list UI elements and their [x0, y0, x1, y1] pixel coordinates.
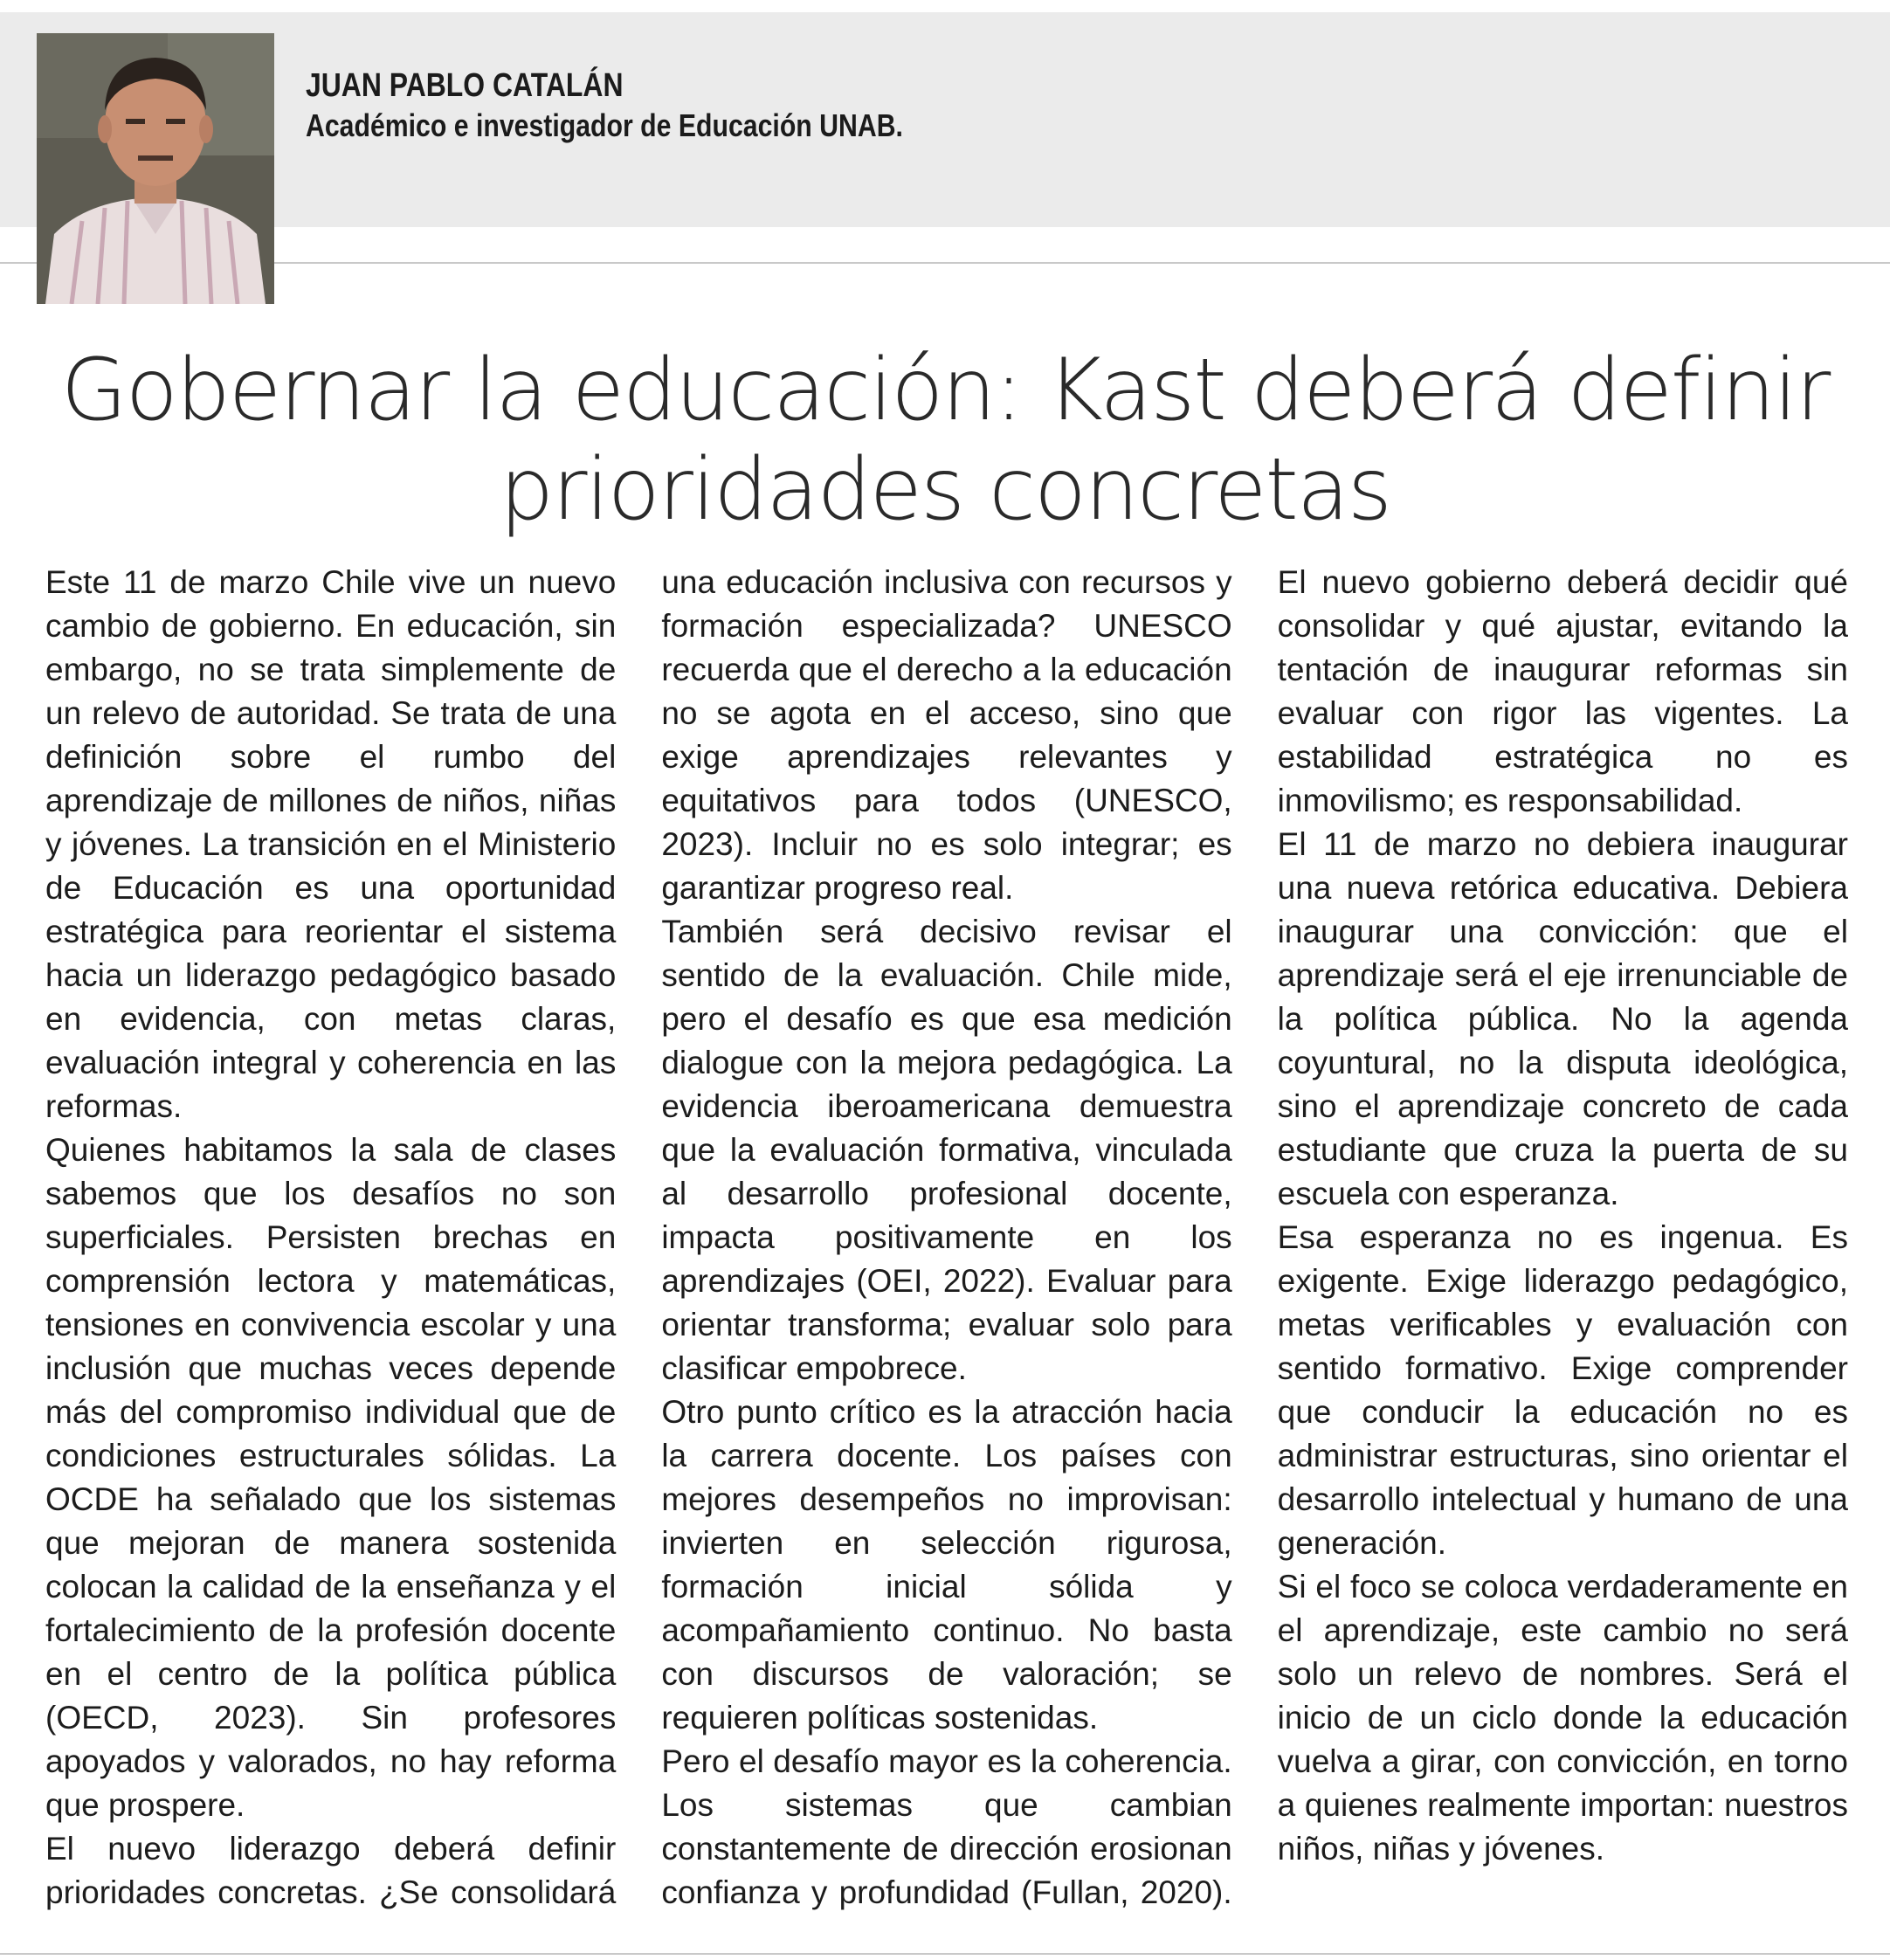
headline-line-1: Gobernar la educación: Kast deberá definir: [60, 341, 1830, 440]
article-paragraph: Esa esperanza no es ingenua. Es exigente. Exige liderazgo pedagógico, metas verificables y evaluación con sentido formativo. Exige comprender que conducir la educación no es administrar estructuras, sino orientar el desarrollo intelectual y humano de una generación.: [1277, 1219, 1848, 1561]
author-header-band: [0, 12, 1890, 227]
article-headline: [52, 341, 1838, 540]
header-divider: [0, 262, 1890, 264]
article-paragraph: Si el foco se coloca verdaderamente en el aprendizaje, este cambio no será solo un relevo de nombres. Será el inicio de un ciclo donde la educación vuelva a girar, con convicción, en torno a quienes realmente importan: nuestros niños, niñas y jóvenes.: [1277, 1569, 1848, 1867]
author-name: JUAN PABLO CATALÁN: [306, 67, 624, 104]
article-paragraph: Pero el desafío mayor es la coherencia. Los sistemas que cambian constantemente de dirección erosionan confianza y profundidad (Fullan, 2020). El nuevo gobierno deberá decidir qué consolidar y qué ajustar, evitando la tentación de inaugurar reformas sin evaluar con rigor las vigentes. La estabilidad estratégica no es inmovilismo; es responsabilidad.: [661, 564, 1848, 1910]
article-paragraph: El nuevo liderazgo deberá definir prioridades concretas. ¿Se consolidará una educación inclusiva con recursos y formación especializada? UNESCO recuerda que el derecho a la educación no se agota en el acceso, sino que exige aprendizajes relevantes y equitativos para todos (UNESCO, 2023). Incluir no es solo integrar; es garantizar progreso real.: [45, 564, 1232, 1910]
article-paragraph: El 11 de marzo no debiera inaugurar una nueva retórica educativa. Debiera inaugurar una convicción: que el aprendizaje será el eje irrenunciable de la política pública. No la agenda coyuntural, no la disputa ideológica, sino el aprendizaje concreto de cada estudiante que cruza la puerta de su escuela con esperanza.: [1277, 826, 1848, 1211]
article-paragraph: También será decisivo revisar el sentido de la evaluación. Chile mide, pero el desafío es que esa medición dialogue con la mejora pedagógica. La evidencia iberoamericana demuestra que la evaluación formativa, vinculada al desarrollo profesional docente, impacta positivamente en los aprendizajes (OEI, 2022). Evaluar para orientar transforma; evaluar solo para clasificar empobrece.: [661, 914, 1232, 1386]
article-paragraph: Quienes habitamos la sala de clases sabemos que los desafíos no son superficiales. Persisten brechas en comprensión lectora y matemáticas, tensiones en convivencia escolar y una inclusión que muchas veces depende más del compromiso individual que de condiciones estructurales sólidas. La OCDE ha señalado que los sistemas que mejoran de manera sostenida colocan la calidad de la enseñanza y el fortalecimiento de la profesión docente en el centro de la política pública (OECD, 2023). Sin profesores apoyados y valorados, no hay reforma que prospere.: [45, 1132, 617, 1823]
author-byline: [306, 66, 903, 147]
article-body: [45, 561, 1848, 1950]
footer-divider: [0, 1953, 1890, 1955]
author-role: Académico e investigador de Educación UNAB.: [306, 107, 903, 143]
author-photo: [37, 33, 274, 304]
headline-line-2: prioridades concretas: [500, 440, 1390, 540]
article-paragraph: Otro punto crítico es la atracción hacia la carrera docente. Los países con mejores desempeños no improvisan: invierten en selección rigurosa, formación inicial sólida y acompañamiento continuo. No basta con discursos de valoración; se requieren políticas sostenidas.: [661, 1394, 1232, 1736]
article-paragraph: Este 11 de marzo Chile vive un nuevo cambio de gobierno. En educación, sin embargo, no se trata simplemente de un relevo de autoridad. Se trata de una definición sobre el rumbo del aprendizaje de millones de niños, niñas y jóvenes. La transición en el Ministerio de Educación es una oportunidad estratégica para reorientar el sistema hacia un liderazgo pedagógico basado en evidencia, con metas claras, evaluación integral y coherencia en las reformas.: [45, 564, 617, 1124]
